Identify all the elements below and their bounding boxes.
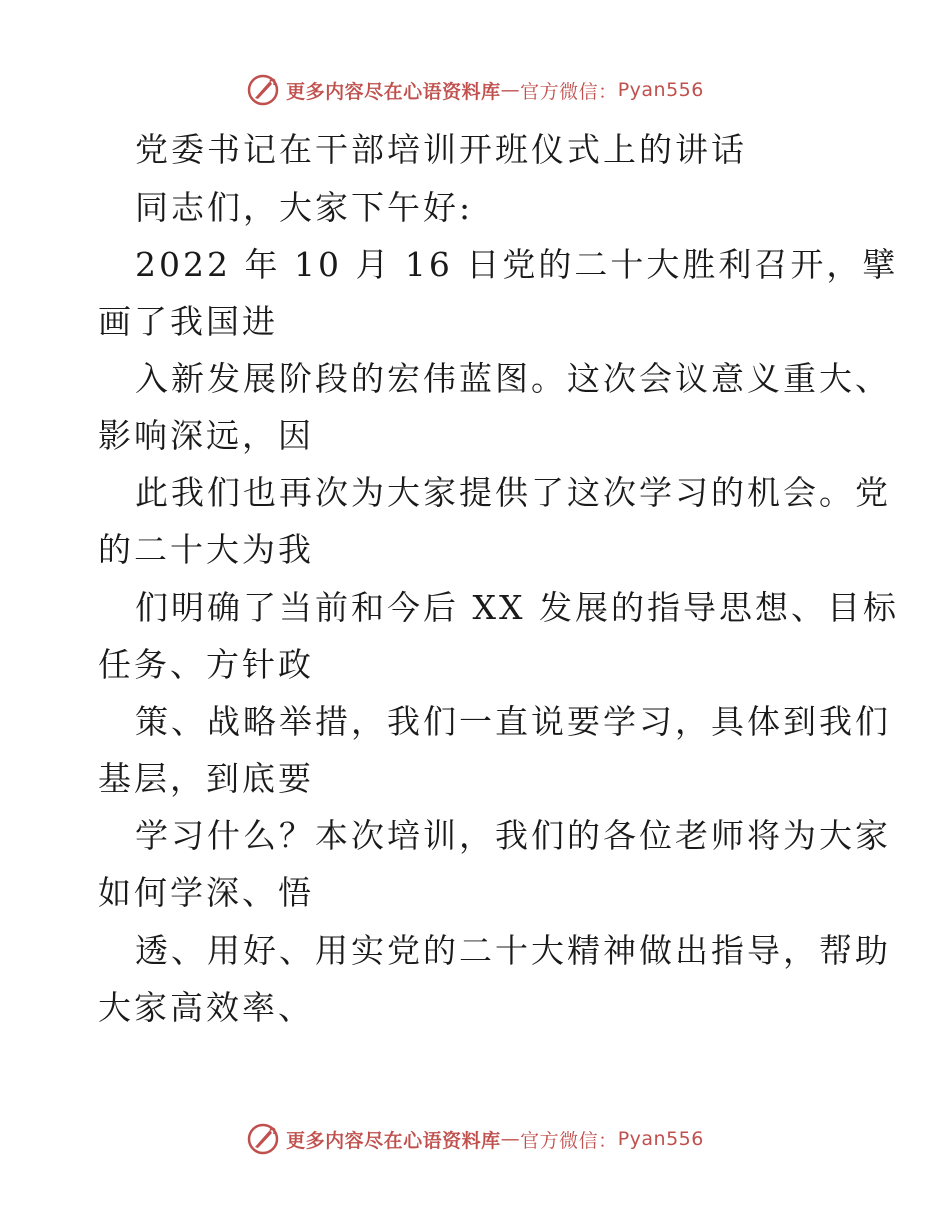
quill-circle-icon: [246, 1122, 280, 1156]
banner-wechat-id: Pyan556: [617, 79, 704, 101]
paragraph-line: 学习什么？本次培训，我们的各位老师将为大家: [135, 816, 891, 855]
banner-wechat-id: Pyan556: [617, 1128, 704, 1150]
banner-separator: —: [500, 79, 521, 101]
paragraph-line: 画了我国进: [98, 302, 278, 341]
banner-wechat-label: 官方微信：: [520, 80, 618, 103]
paragraph-line: 如何学深、悟: [98, 873, 314, 912]
banner-wechat-label: 官方微信：: [520, 1129, 618, 1152]
paragraph-line: 影响深远，因: [98, 416, 314, 455]
document-title: 党委书记在干部培训开班仪式上的讲话: [135, 130, 747, 169]
banner-site-text: 更多内容尽在心语资料库: [286, 1129, 501, 1152]
paragraph-line: 任务、方针政: [98, 645, 314, 684]
paragraph-line: 们明确了当前和今后 XX 发展的指导思想、目标: [135, 588, 899, 627]
paragraph-line: 此我们也再次为大家提供了这次学习的机会。党: [135, 473, 891, 512]
paragraph-line: 基层，到底要: [98, 759, 314, 798]
banner-site-text: 更多内容尽在心语资料库: [286, 80, 501, 103]
paragraph-line: 策、战略举措，我们一直说要学习，具体到我们: [135, 702, 891, 741]
paragraph-line: 透、用好、用实党的二十大精神做出指导，帮助: [135, 931, 891, 970]
header-banner: [0, 70, 950, 110]
greeting: 同志们，大家下午好:: [135, 188, 474, 227]
paragraph-line: 入新发展阶段的宏伟蓝图。这次会议意义重大、: [135, 359, 891, 398]
paragraph-line: 2022 年 10 月 16 日党的二十大胜利召开，擘: [135, 245, 899, 284]
paragraph-line: 的二十大为我: [98, 530, 314, 569]
paragraph-line: 大家高效率、: [98, 988, 314, 1027]
banner-separator: —: [500, 1128, 521, 1150]
quill-circle-icon: [246, 73, 280, 107]
footer-banner: [0, 1119, 950, 1159]
